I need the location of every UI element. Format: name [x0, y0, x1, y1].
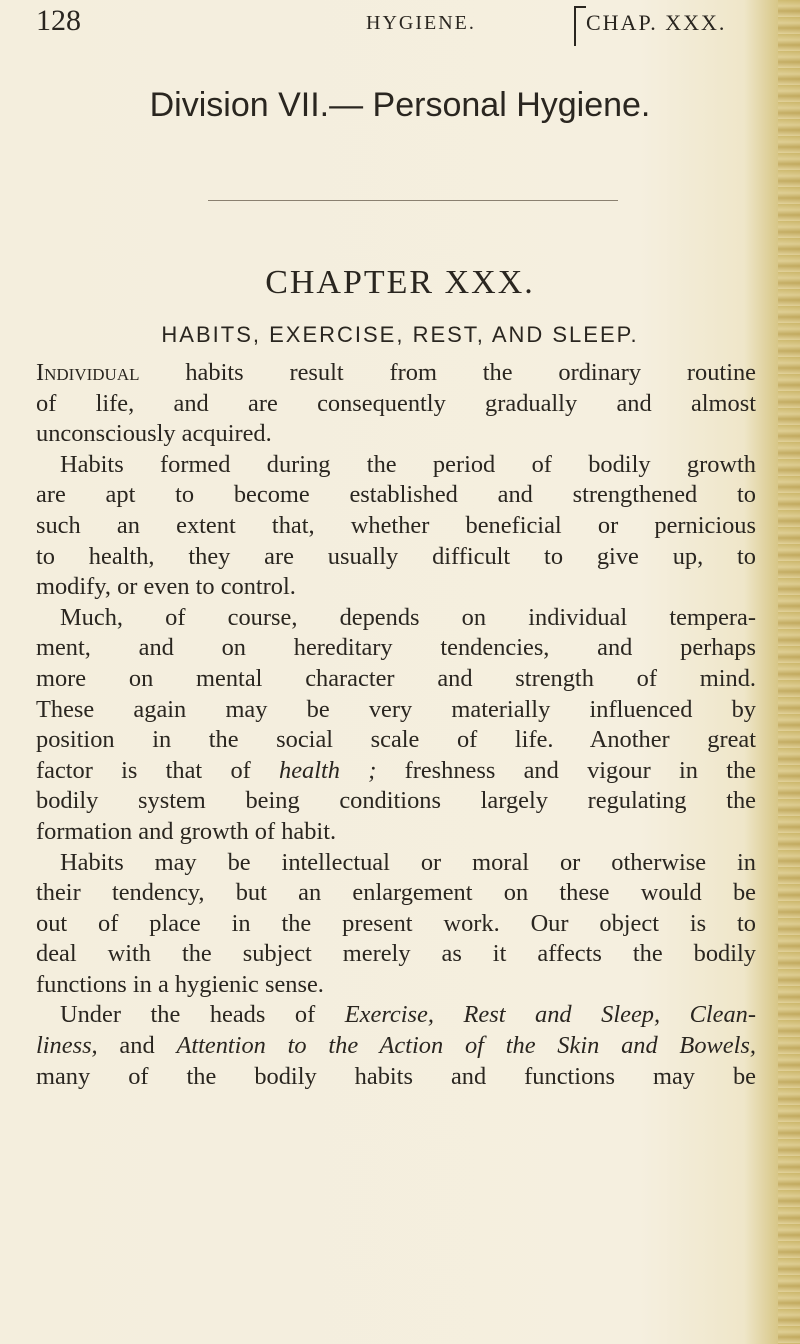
page-edge [778, 0, 800, 1344]
text-line: many of the bodily habits and functions may be [36, 1062, 756, 1090]
text-line: are apt to become established and strengthened to [36, 481, 756, 509]
text-span: habits result from the ordinary routine [139, 359, 756, 386]
running-head-title: HYGIENE. [366, 12, 476, 34]
text-line: bodily system being conditions largely regulating the [36, 787, 756, 815]
bracket-mark [574, 6, 586, 46]
text-line: modify, or even to control. [36, 573, 296, 601]
text-span: factor is that of [36, 756, 280, 784]
text-line: functions in a hygienic sense. [36, 970, 324, 998]
running-head-chapter: CHAP. XXX. [586, 10, 727, 35]
page-number: 128 [36, 4, 81, 37]
text-line: deal with the subject merely as it affects the bodily [36, 940, 756, 968]
text-line: of life, and are consequently gradually and almost [36, 389, 756, 417]
text-line [36, 1031, 756, 1062]
chapter-subtitle: HABITS, EXERCISE, REST, AND SLEEP. [161, 322, 639, 347]
text-line: Habits may be intellectual or moral or otherwise in [60, 848, 756, 876]
lead-word: Individual [36, 359, 140, 386]
italic-span: Exercise, Rest and Sleep, Clean- [344, 1001, 756, 1029]
text-line: unconsciously acquired. [36, 420, 272, 448]
text-line: their tendency, but an enlargement on these would be [36, 879, 756, 907]
text-line: ment, and on hereditary tendencies, and perhaps [36, 634, 756, 662]
text-line: such an extent that, whether beneficial or pernicious [36, 511, 756, 539]
text-line: formation and growth of habit. [36, 817, 337, 845]
text-line: out of place in the present work. Our object is to [36, 909, 756, 937]
running-head [36, 4, 756, 44]
text-line: Much, of course, depends on individual tempera- [60, 603, 756, 631]
text-line [36, 1000, 756, 1031]
italic-span: health ; [279, 756, 377, 784]
italic-span: liness, [36, 1032, 98, 1060]
text-line [36, 756, 756, 787]
divider-rule [208, 200, 618, 201]
text-line [36, 358, 756, 389]
text-span: and [97, 1032, 177, 1060]
chapter-heading: CHAPTER XXX. [265, 264, 535, 301]
text-span: freshness and vigour in the [376, 756, 757, 784]
text-line: more on mental character and strength of mind. [36, 664, 756, 692]
division-heading: Division VII.— Personal Hygiene. [149, 86, 651, 124]
text-line: to health, they are usually difficult to give up, to [36, 542, 756, 570]
text-line: These again may be very materially influenced by [36, 695, 756, 723]
text-line: position in the social scale of life. Another great [36, 726, 756, 754]
text-span: Under the heads of [60, 1001, 345, 1029]
text-line: Habits formed during the period of bodily growth [60, 450, 756, 478]
italic-span: Attention to the Action of the Skin and Bowels, [176, 1032, 756, 1060]
body-text [36, 358, 756, 1092]
